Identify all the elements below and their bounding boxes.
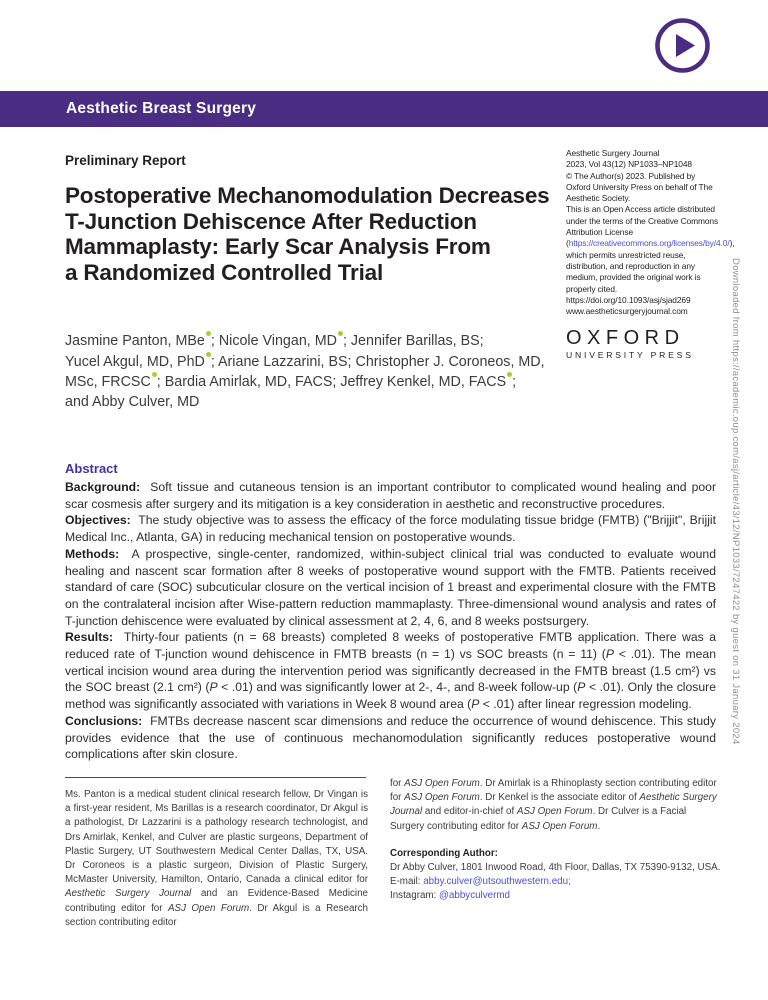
section-banner [0, 91, 768, 127]
citation-copyright: © The Author(s) 2023. Published by Oxford University Press on behalf of The Aesthetic Society. [566, 170, 713, 204]
abstract-conclusions: Conclusions: FMTBs decrease nascent scar dimensions and reduce the occurrence of wound dehiscence. This study provides evidence that the use of continuous mechanomodulation significantly reduces postoperative wound complications after skin closure. [65, 713, 716, 762]
footnote-divider [65, 777, 366, 778]
footnote-right-column [390, 777, 722, 904]
abstract-methods: Methods: A prospective, single-center, randomized, within-subject clinical trial was conducted to evaluate wound healing and nascent scar formation after 8 weeks of postoperative wound support with the FMTB. Patients received standard of care (SOC) subcuticular closure on the vertical incision of 1 breast and experimental closure with the FMTB on the contralateral incision after Wise-pattern reduction mammaplasty. Three-dimensional wound analysis and rates of T-junction dehiscence were evaluated by clinical assessment at 2, 4, 6, and 8 weeks postsurgery. [65, 546, 716, 628]
author-line: Yucel Akgul, MD, PhD ; Ariane Lazzarini, BS; Christopher J. Coroneos, MD, [65, 353, 545, 370]
abstract-objectives: Objectives: The study objective was to assess the efficacy of the force modulating tissue bridge (FMTB) ("Brijjit", Brijjit Medical Inc., Atlanta, GA) in reducing mechanical tension on postoperative wounds. [65, 513, 716, 545]
section-banner-title: Aesthetic Breast Surgery [66, 100, 257, 117]
title-line: Postoperative Mechanomodulation Decreases [65, 183, 550, 208]
instagram-link[interactable]: @abbyculvermd [439, 890, 510, 902]
download-watermark: Downloaded from https://academic.oup.com/asj/article/43/12/NP1033/7247422 by guest on 31 January 2024 [730, 258, 741, 745]
citation-open-access: This is an Open Access article distributed under the terms of the Creative Commons Attribution License (https://creativecommons.org/licenses/by/4.0/), which permits unrestricted reuse, distribution, and reproduction in any medium, provided the original work is properly cited. [566, 204, 735, 294]
author-line: Jasmine Panton, MBe ; Nicole Vingan, MD ; Jennifer Barillas, BS; [65, 333, 484, 349]
instagram-line: Instagram: @abbyculvermd [390, 890, 510, 902]
footnote-continued: for ASJ Open Forum. Dr Amirlak is a Rhinoplasty section contributing editor for ASJ Open Forum. Dr Kenkel is the associate editor of Aesthetic Surgery Journal and editor-in-chief of ASJ Open Forum. Dr Culver is a Facial Surgery contributing editor for ASJ Open Forum. [390, 778, 717, 832]
abstract-background: Background: Soft tissue and cutaneous tension is an important contributor to complicated wound healing and poor scar cosmesis after surgery and its mitigation is a key consideration in aesthetic and reconstructive procedures. [65, 480, 716, 511]
play-icon [654, 17, 711, 74]
corresponding-author-heading: Corresponding Author: [390, 847, 498, 859]
footnote-left-column: Ms. Panton is a medical student clinical research fellow, Dr Vingan is a first-year resident, Ms Barillas is a research coordinator, Dr Akgul is a pathologist, Dr Lazzarini is a pathology research technologist, and Drs Amirlak, Kenkel, and Culver are plastic surgeons, Department of Plastic Surgery, UT Southwestern Medical Center Dallas, TX, USA. Dr Coroneos is a plastic surgeon, Division of Plastic Surgery, McMaster University, Hamilton, Ontario, Canada a clinical editor for Aesthetic Surgery Journal and an Evidence-Based Medicine contributing editor for ASJ Open Forum. Dr Akgul is a Research section contributing editor [65, 789, 369, 928]
article-type-label: Preliminary Report [65, 153, 186, 168]
citation-volume: 2023, Vol 43(12) NP1033–NP1048 [566, 159, 692, 170]
author-list [65, 331, 580, 412]
oxford-university-press-logo [566, 327, 694, 360]
article-title [65, 183, 570, 285]
title-line: a Randomized Controlled Trial [65, 259, 383, 285]
play-button[interactable] [654, 17, 711, 74]
email-line: E-mail: abby.culver@utsouthwestern.edu; [390, 876, 571, 888]
corresponding-author-address: Dr Abby Culver, 1801 Inwood Road, 4th Floor, Dallas, TX 75390-9132, USA. [390, 862, 721, 874]
publisher-subtitle: UNIVERSITY PRESS [566, 350, 694, 360]
author-line: MSc, FRCSC ; Bardia Amirlak, MD, FACS; Jeffrey Kenkel, MD, FACS ; [65, 374, 517, 390]
license-link[interactable]: https://creativecommons.org/licenses/by/4.0/ [568, 238, 730, 249]
email-link[interactable]: abby.culver@utsouthwestern.edu; [423, 876, 571, 888]
title-line: T-Junction Dehiscence After Reduction [65, 208, 477, 234]
citation-doi: https://doi.org/10.1093/asj/sjad269 [566, 294, 691, 305]
citation-website: www.aestheticsurgeryjournal.com [566, 306, 688, 317]
citation-block [566, 148, 735, 317]
abstract-heading: Abstract [65, 461, 118, 476]
citation-journal: Aesthetic Surgery Journal [566, 148, 660, 158]
abstract-results: Results: Thirty-four patients (n = 68 breasts) completed 8 weeks of postoperative FMTB application. There was a reduced rate of T-junction wound dehiscence in FMTB breasts (n = 1) vs SOC breasts (n = 11) (P < .01). The mean vertical incision wound area during the intervention period was significantly decreased in the FMTB breast (1.5 cm²) vs the SOC breast (2.1 cm²) (P < .01) and was significantly lower at 2-, 4-, and 8-week follow-up (P < .01). Only the closure method was significantly associated with variations in Week 8 wound area (P < .01) after linear regression modeling. [65, 630, 716, 712]
publisher-name: OXFORD [566, 327, 685, 349]
author-line: and Abby Culver, MD [65, 393, 200, 410]
title-line: Mammaplasty: Early Scar Analysis From [65, 234, 491, 259]
abstract-body [65, 479, 716, 763]
